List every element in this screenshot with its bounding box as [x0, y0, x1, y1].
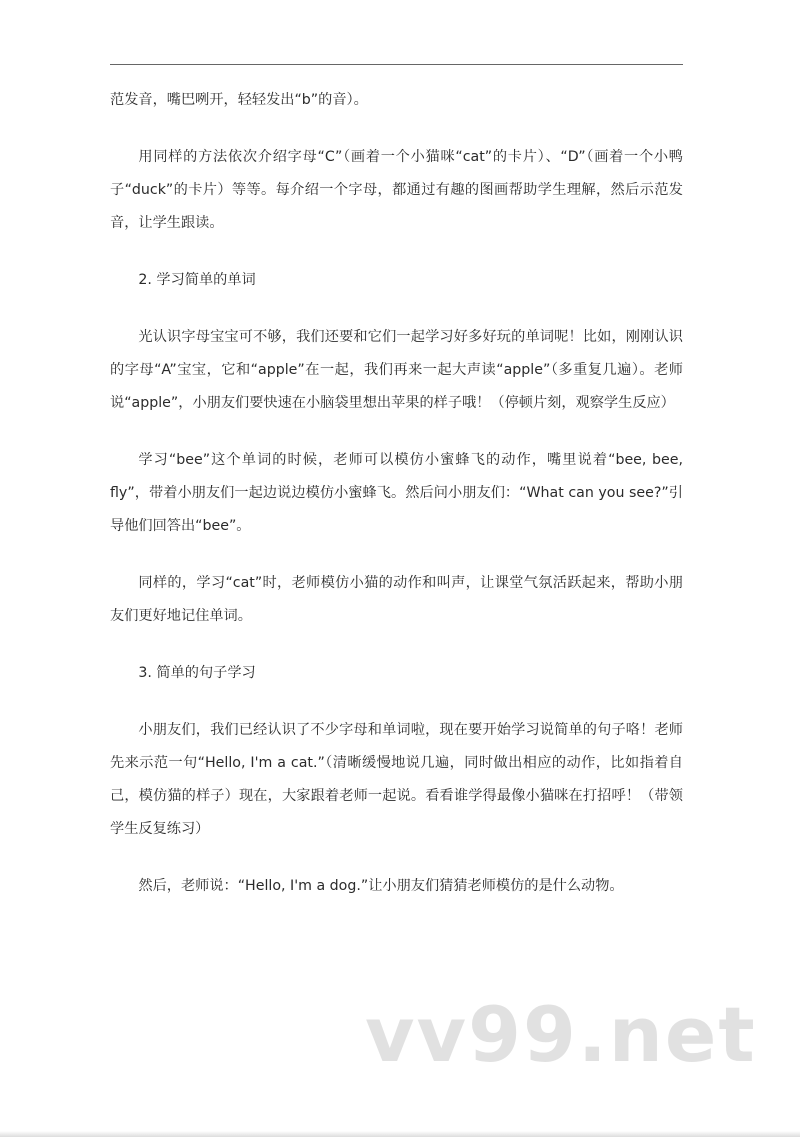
paragraph-hello-dog: 然后，老师说：“Hello, I'm a dog.”让小朋友们猜猜老师模仿的是什么动物。 — [138, 878, 624, 894]
section-heading-sentences: 3. 简单的句子学习 — [138, 665, 256, 681]
section-heading-words: 2. 学习简单的单词 — [138, 272, 256, 288]
paragraph-cat: 同样的，学习“cat”时，老师模仿小猫的动作和叫声，让课堂气氛活跃起来，帮助小朋友们更好地记住单词。 — [110, 575, 683, 624]
paragraph-continued: 范发音，嘴巴咧开，轻轻发出“b”的音）。 — [110, 92, 368, 108]
watermark-text: vv99.net — [365, 990, 757, 1079]
page-bottom-edge — [0, 1131, 800, 1137]
paragraph-bee: 学习“bee”这个单词的时候，老师可以模仿小蜜蜂飞的动作，嘴里说着“bee, bee, fly”，带着小朋友们一起边说边模仿小蜜蜂飞。然后问小朋友们：“What can you see?”引导他们回答出“bee”。 — [110, 452, 683, 534]
header-rule — [110, 64, 683, 65]
paragraph-hello-cat: 小朋友们，我们已经认识了不少字母和单词啦，现在要开始学习说简单的句子咯！老师先来示范一句“Hello, I'm a cat.”（清晰缓慢地说几遍，同时做出相应的动作，比如指着自己，模仿猫的样子）现在，大家跟着老师一起说。看看谁学得最像小猫咪在打招呼！（带领学生反复练习） — [110, 722, 683, 837]
paragraph-apple: 光认识字母宝宝可不够，我们还要和它们一起学习好多好玩的单词呢！比如，刚刚认识的字母“A”宝宝，它和“apple”在一起，我们再来一起大声读“apple”（多重复几遍）。老师说“apple”，小朋友们要快速在小脑袋里想出苹果的样子哦！（停顿片刻，观察学生反应） — [110, 329, 683, 411]
document-body — [110, 84, 683, 927]
paragraph-letters-c-d: 用同样的方法依次介绍字母“C”（画着一个小猫咪“cat”的卡片）、“D”（画着一个小鸭子“duck”的卡片）等等。每介绍一个字母，都通过有趣的图画帮助学生理解，然后示范发音，让学生跟读。 — [110, 149, 683, 231]
